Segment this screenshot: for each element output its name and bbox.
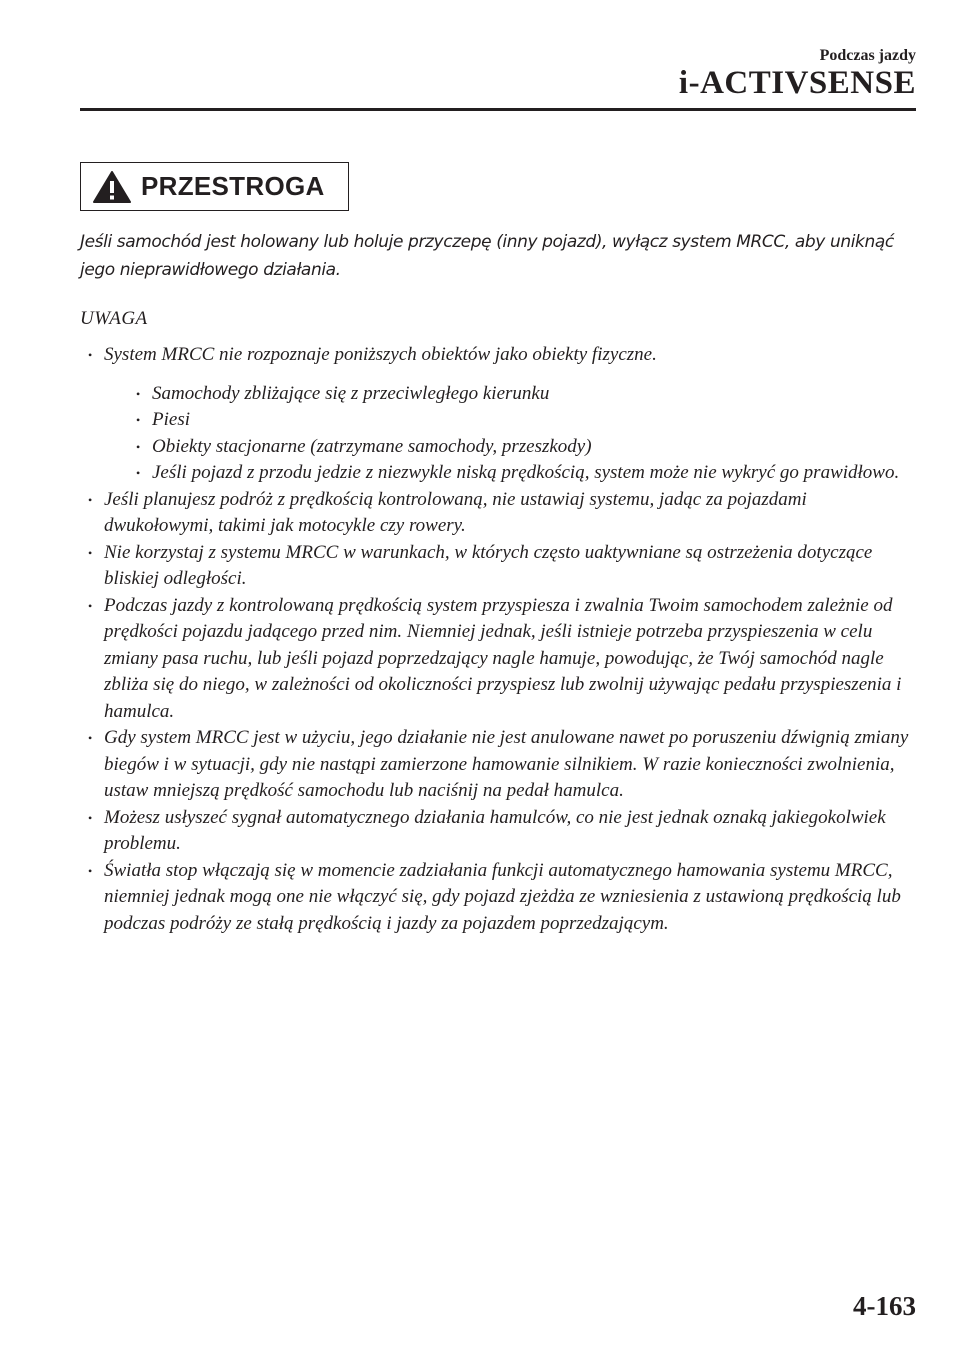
sub-list-item: • Piesi xyxy=(104,407,916,434)
caution-label: PRZESTROGA xyxy=(141,171,325,201)
header-rule xyxy=(80,108,916,111)
list-item: • Jeśli planujesz podróż z prędkością kontrolowaną, nie ustawiaj systemu, jadąc za pojazdami dwukołowymi, takimi jak motocykle czy rowery. xyxy=(80,487,916,540)
caution-text: Jeśli samochód jest holowany lub holuje przyczepę (inny pojazd), wyłącz system MRCC, aby uniknąć jego nieprawidłowego działania. xyxy=(80,232,894,280)
list-item: • Możesz usłyszeć sygnał automatycznego działania hamulców, co nie jest jednak oznaką jakiegokolwiek problemu. xyxy=(80,805,916,858)
chapter-title: i-ACTIVSENSE xyxy=(678,65,916,101)
sub-list-item: • Jeśli pojazd z przodu jedzie z niezwykle niską prędkością, system może nie wykryć go prawidłowo. xyxy=(104,460,916,487)
list-item: • Nie korzystaj z systemu MRCC w warunkach, w których często uaktywniane są ostrzeżenia dotyczące bliskiej odległości. xyxy=(80,540,916,593)
sub-list-item: • Obiekty stacjonarne (zatrzymane samochody, przeszkody) xyxy=(104,434,916,461)
section-label: Podczas jazdy xyxy=(819,47,916,64)
note-list xyxy=(80,342,916,937)
list-item xyxy=(80,342,916,487)
sub-list xyxy=(104,381,916,487)
sub-list-item: • Samochody zbliżające się z przeciwległego kierunku xyxy=(104,381,916,408)
list-item: • Podczas jazdy z kontrolowaną prędkością system przyspiesza i zwalnia Twoim samochodem zależnie od prędkości pojazdu jadącego przed nim. Niemniej jednak, jeśli istnieje potrzeba przyspieszenia w celu zmiany pasa ruchu, lub jeśli pojazd poprzedzający nagle hamuje, powodując, że Twój samochód nagle zbliża się do niego, w zależności od okoliczności przyspiesz lub zwolnij używając pedału przyspieszenia i hamulca. xyxy=(80,593,916,726)
list-item: • Gdy system MRCC jest w użyciu, jego działanie nie jest anulowane nawet po poruszeniu dźwignią zmiany biegów i w sytuacji, gdy nie nastąpi zamierzone hamowanie silnikiem. W razie konieczności zwolnienia, ustaw mniejszą prędkość samochodu lub naciśnij na pedał hamulca. xyxy=(80,725,916,805)
caution-box xyxy=(80,162,349,211)
list-item: • Światła stop włączają się w momencie zadziałania funkcji automatycznego hamowania systemu MRCC, niemniej jednak mogą one nie włączyć się, gdy pojazd zjeżdża ze wzniesienia z ustawioną prędkością lub podczas podróży ze stałą prędkością i jazdy za pojazdem poprzedzającym. xyxy=(80,858,916,938)
page-number: 4-163 xyxy=(853,1291,916,1321)
note-heading: UWAGA xyxy=(80,308,148,329)
warning-triangle-icon xyxy=(91,170,133,204)
list-item-text: System MRCC nie rozpoznaje poniższych obiektów jako obiekty fizyczne. xyxy=(104,344,657,365)
